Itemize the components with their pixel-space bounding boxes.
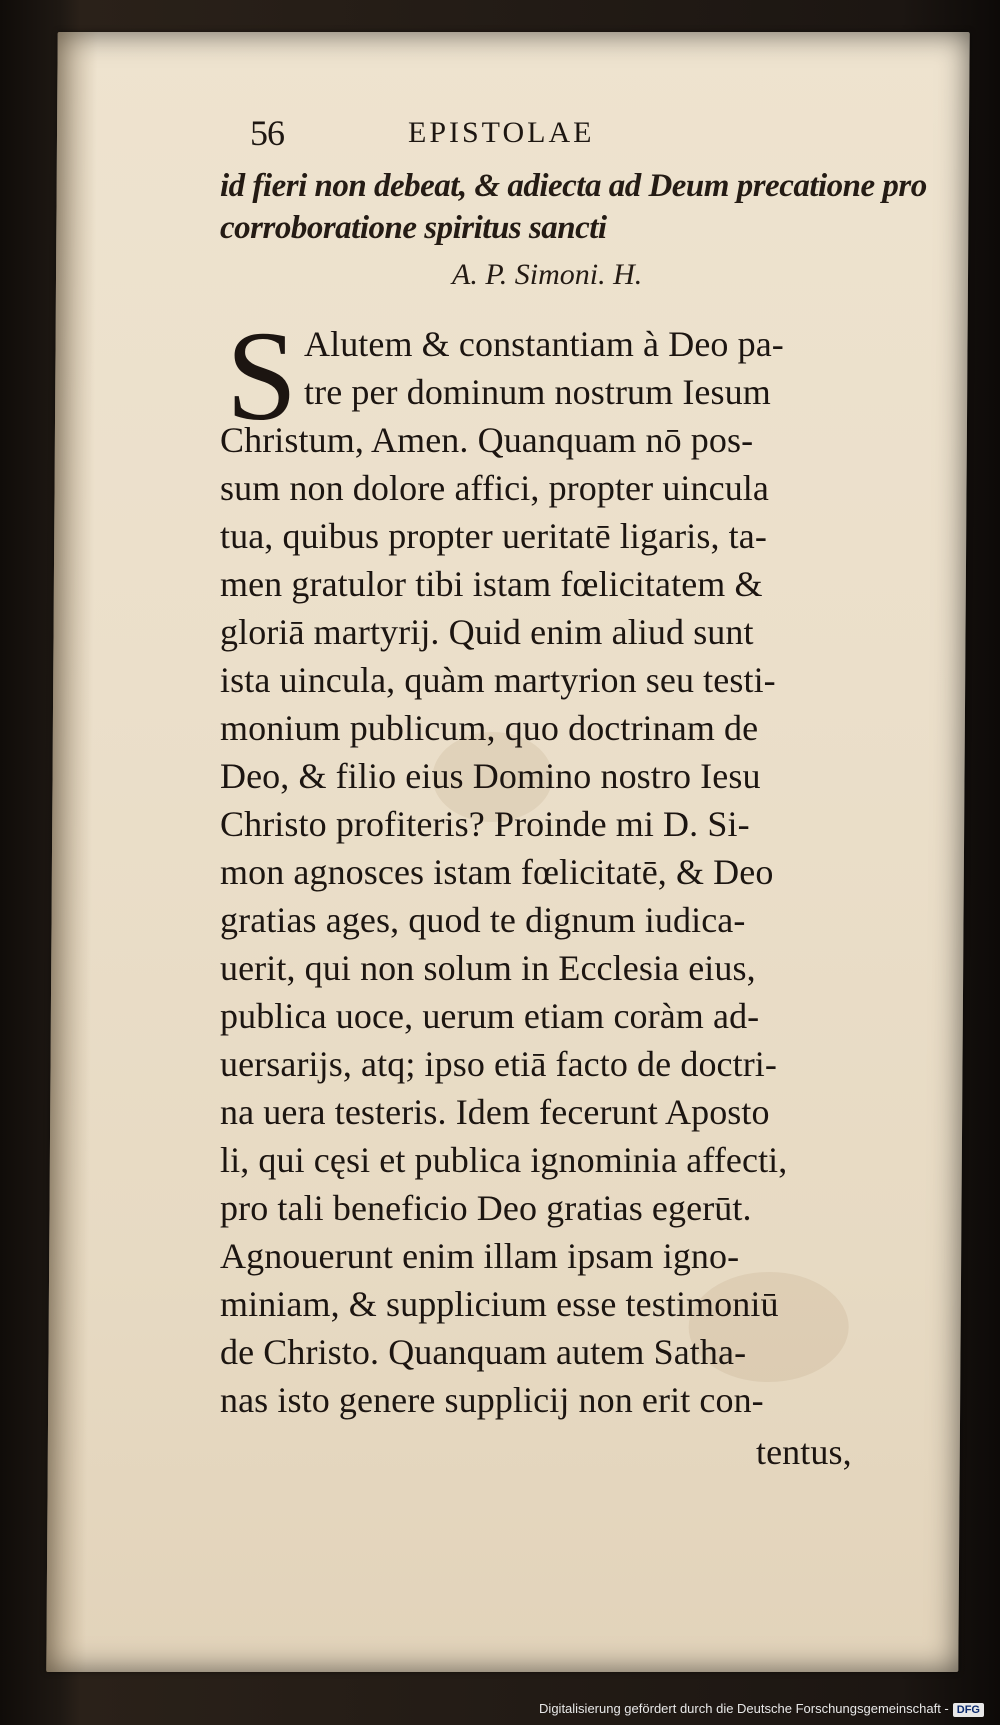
body-line: sum non dolore affici, propter uincula (220, 468, 769, 508)
body-line: tua, quibus propter ueritatē ligaris, ta- (220, 516, 767, 556)
body-line: tre per dominum nostrum Iesum (304, 372, 771, 412)
body-line: Deo, & filio eius Domino nostro Iesu (220, 756, 761, 796)
catchword: tentus, (756, 1432, 852, 1472)
body-line: men gratulor tibi istam fœlicitatem & (220, 564, 763, 604)
page-header (250, 112, 690, 162)
letter-title (220, 165, 940, 249)
body-line: Christum, Amen. Quanquam nō pos- (220, 420, 754, 460)
body-line: publica uoce, uerum etiam coràm ad- (220, 996, 760, 1036)
body-line: monium publicum, quo doctrinam de (220, 708, 759, 748)
running-head: EPISTOLAE (408, 116, 595, 149)
body-line: mon agnosces istam fœlicitatē, & Deo (220, 852, 774, 892)
body-line: gratias ages, quod te dignum iudica- (220, 900, 746, 940)
body-line: nas isto genere supplicij non erit con- (220, 1380, 764, 1420)
drop-cap: S (226, 305, 298, 447)
body-line: miniam, & supplicium esse testimoniū (220, 1284, 779, 1324)
title-line: corroboratione spiritus sancti (220, 210, 607, 246)
body-line: de Christo. Quanquam autem Satha- (220, 1332, 747, 1372)
body-line: uerit, qui non solum in Ecclesia eius, (220, 948, 756, 988)
body-line: pro tali beneficio Deo gratias egerūt. (220, 1188, 752, 1228)
body-line: Christo profiteris? Proinde mi D. Si- (220, 804, 750, 844)
dfg-logo: DFG (953, 1703, 984, 1717)
body-line: ista uincula, quàm martyrion seu testi- (220, 660, 776, 700)
credit-text: Digitalisierung gefördert durch die Deutsche Forschungsgemeinschaft - (539, 1701, 949, 1716)
body-line: na uera testeris. Idem fecerunt Aposto (220, 1092, 770, 1132)
body-line: li, qui cęsi et publica ignominia affecti, (220, 1140, 788, 1180)
body-line: gloriā martyrij. Quid enim aliud sunt (220, 612, 754, 652)
body-line: Agnouerunt enim illam ipsam igno- (220, 1236, 740, 1276)
addressee: A. P. Simoni. H. (452, 258, 643, 291)
title-line: id fieri non debeat, & adiecta ad Deum precatione pro (220, 168, 927, 204)
body-line: uersarijs, atq; ipso etiā facto de doctri- (220, 1044, 777, 1084)
digitization-credit (539, 1701, 984, 1717)
folio-number: 56 (250, 113, 284, 153)
body-line: Alutem & constantiam à Deo pa- (304, 324, 784, 364)
